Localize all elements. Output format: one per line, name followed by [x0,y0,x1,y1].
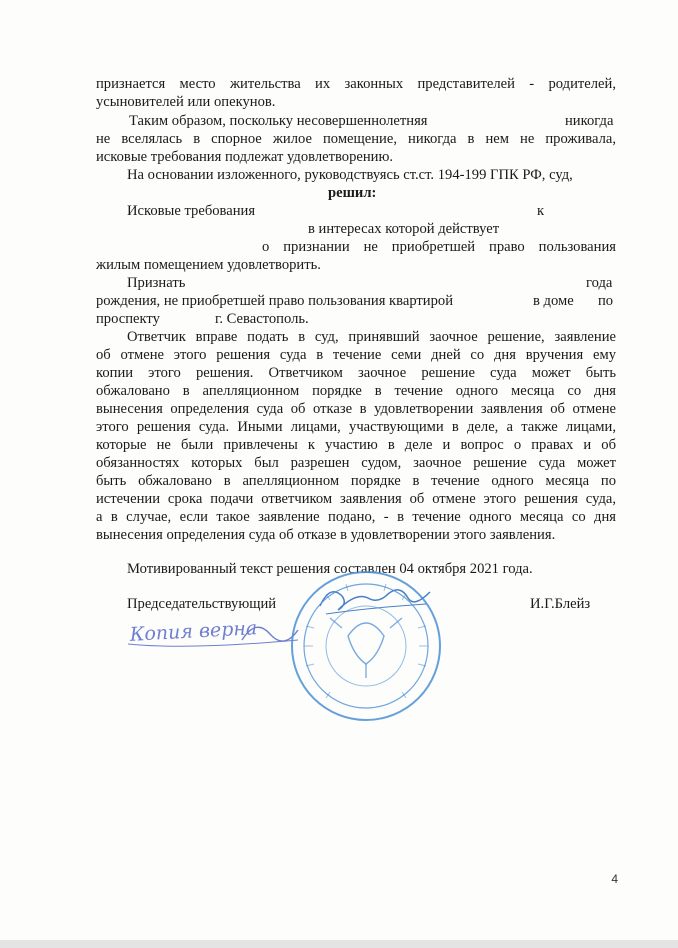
text-line: признается место жительства их законных представителей - родителей, [96,76,616,92]
text-line: Исковые требования [127,203,256,219]
text-line: по [598,293,614,309]
text-line: жилым помещением удовлетворить. [96,257,321,273]
text-line: никогда [565,113,614,129]
text-line: а в случае, если такое заявление подано, - в течение одного месяца со дня [96,509,616,525]
text-line: быть обжаловано в апелляционном порядке в течение одного месяца по [96,473,616,489]
text-line: которые не были привлечены к участию в деле и вопрос о правах и об [96,437,616,453]
court-stamp [286,566,446,726]
text-line: Ответчик вправе подать в суд, принявший заочное решение, заявление [127,329,616,345]
text-line: усыновителей или опекунов. [96,94,276,110]
motivated-text-line: Мотивированный текст решения составлен 04 октября 2021 года. [127,561,533,577]
text-line: обжаловано в апелляционном порядке в течение одного месяца со дня [96,383,616,399]
text-line: проспекту [96,311,160,327]
text-line: в доме [533,293,574,309]
text-line: рождения, не приобретшей право пользования квартирой [96,293,454,309]
judge-name: И.Г.Блейз [530,596,591,612]
text-line: обязанностях которых был разрешен судом, заочное решение суда может [96,455,616,471]
text-line: к [537,203,545,219]
text-line: Таким образом, поскольку несовершеннолетняя [129,113,428,129]
text-line: копии этого решения. Ответчиком заочное решение суда может быть [96,365,616,381]
scan-edge [0,940,678,948]
text-line: не вселялась в спорное жилое помещение, никогда в нем не проживала, [96,131,616,147]
text-line: Признать [127,275,186,291]
text-line: об отмене этого решения суда в течение семи дней со дня вручения ему [96,347,616,363]
text-line: этого решения суда. Иными лицами, участвующими в деле, а также лицами, [96,419,616,435]
page-number: 4 [611,872,618,886]
text-line: года [586,275,613,291]
text-line: вынесения определения суда об отказе в удовлетворении этого заявления. [96,527,556,543]
text-line: г. Севастополь. [215,311,309,327]
text-line: вынесения определения суда об отказе в удовлетворении заявления об отмене [96,401,616,417]
text-line: На основании изложенного, руководствуясь ст.ст. 194-199 ГПК РФ, суд, [127,167,573,183]
copy-note-text: Копия верна [129,617,258,646]
text-line: исковые требования подлежат удовлетворению. [96,149,394,165]
text-line: о признании не приобретшей право пользования [262,239,616,255]
presiding-label: Председательствующий [127,596,277,612]
decision-heading: решил: [328,185,377,201]
text-line: в интересах которой действует [308,221,500,237]
text-line: истечении срока подачи ответчиком заявления об отмене этого решения суда, [96,491,616,507]
